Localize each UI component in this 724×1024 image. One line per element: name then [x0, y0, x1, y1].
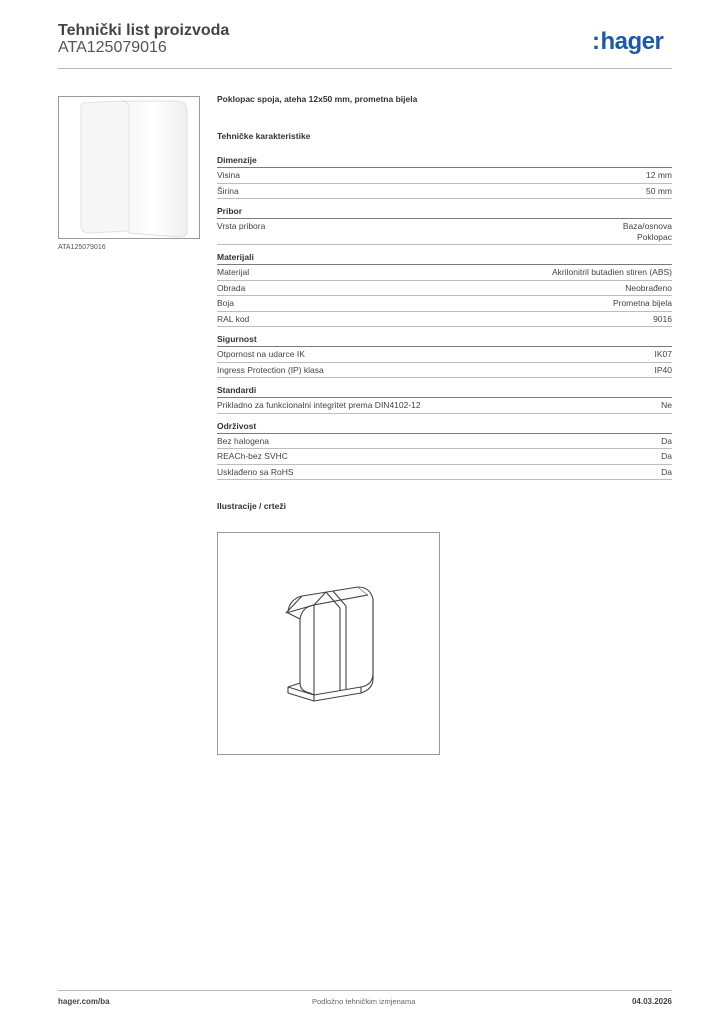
spec-label: Visina	[217, 170, 240, 180]
spec-label: REACh-bez SVHC	[217, 451, 288, 461]
spec-row	[217, 184, 672, 200]
spec-section	[217, 421, 672, 481]
header-divider	[58, 68, 672, 69]
product-title: Poklopac spoja, ateha 12x50 mm, prometna bijela	[217, 94, 418, 104]
spec-value: 12 mm	[646, 170, 672, 180]
spec-value: Neobrađeno	[625, 282, 672, 293]
spec-label: Materijal	[217, 267, 250, 277]
characteristics-heading: Tehničke karakteristike	[217, 131, 311, 141]
spec-label: Prikladno za funkcionalni integritet prema DIN4102-12	[217, 400, 421, 410]
footer-note: Podložno tehničkim izmjenama	[312, 997, 416, 1006]
spec-section	[217, 385, 672, 414]
spec-value: Prometna bijela	[612, 298, 672, 308]
section-heading: Dimenzije	[217, 155, 672, 168]
spec-row	[217, 281, 672, 297]
product-thumbnail-image	[59, 97, 199, 238]
spec-row	[217, 296, 672, 312]
product-details	[217, 94, 672, 511]
logo-text: hager	[600, 28, 664, 55]
spec-label: Usklađeno sa RoHS	[217, 466, 294, 477]
spec-sections	[217, 155, 672, 480]
illustration-frame	[217, 532, 440, 755]
spec-row	[217, 219, 672, 245]
spec-value: Da	[661, 451, 672, 461]
section-heading: Održivost	[217, 421, 672, 434]
product-thumbnail	[58, 96, 200, 239]
spec-section	[217, 334, 672, 378]
spec-row	[217, 465, 672, 481]
footer-date: 04.03.2026	[631, 997, 672, 1006]
spec-value: 50 mm	[646, 185, 672, 196]
spec-row	[217, 347, 672, 363]
spec-row	[217, 363, 672, 379]
spec-row	[217, 265, 672, 281]
joint-cover-drawing	[218, 533, 439, 754]
spec-value: Da	[661, 435, 672, 446]
spec-row	[217, 168, 672, 184]
spec-row	[217, 449, 672, 465]
spec-section	[217, 252, 672, 327]
spec-row	[217, 398, 672, 414]
spec-value: 9016	[653, 313, 672, 324]
spec-section	[217, 155, 672, 199]
section-heading: Sigurnost	[217, 334, 672, 347]
thumbnail-caption: ATA125079016	[58, 244, 106, 251]
spec-label: Bez halogena	[217, 435, 269, 446]
spec-value: Akrilonitril butadien stiren (ABS)	[552, 267, 672, 277]
spec-row	[217, 434, 672, 450]
spec-label: Širina	[217, 185, 239, 196]
spec-value: IP40	[654, 364, 672, 375]
section-heading: Pribor	[217, 206, 672, 219]
spec-label: Otpornost na udarce IK	[217, 349, 305, 359]
spec-value: Da	[661, 466, 672, 477]
document-title: Tehnički list proizvoda	[58, 22, 230, 39]
footer-website[interactable]: hager.com/ba	[58, 997, 110, 1006]
spec-label: Obrada	[217, 282, 246, 293]
spec-value: Baza/osnova Poklopac	[622, 221, 672, 242]
spec-row	[217, 312, 672, 328]
footer-divider	[58, 990, 672, 991]
spec-value: Ne	[661, 400, 672, 410]
product-code: ATA125079016	[58, 39, 167, 56]
section-heading: Standardi	[217, 385, 672, 398]
illustrations-heading: Ilustracije / crteži	[217, 501, 286, 511]
spec-label: Ingress Protection (IP) klasa	[217, 364, 324, 375]
spec-label: RAL kod	[217, 313, 250, 324]
spec-section	[217, 206, 672, 245]
hager-logo: :hager	[592, 28, 664, 55]
spec-value: IK07	[654, 349, 672, 359]
spec-label: Vrsta pribora	[217, 221, 266, 231]
spec-label: Boja	[217, 298, 235, 308]
section-heading: Materijali	[217, 252, 672, 265]
